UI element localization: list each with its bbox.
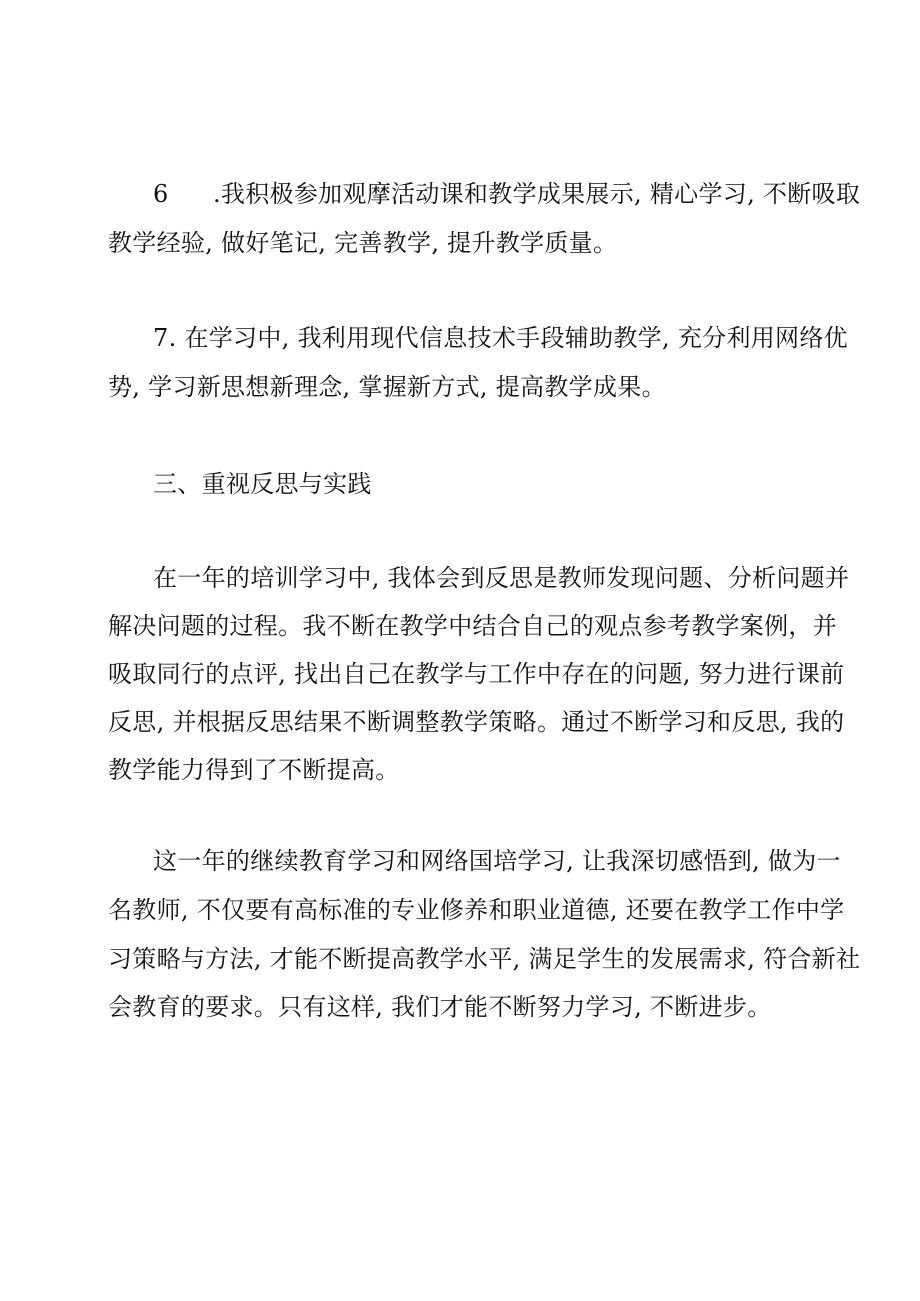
paragraph-1-line-2: 解决问题的过程。我不断在教学中结合自己的观点参考教学案例，并 [108, 612, 837, 640]
paragraph-2-line-4: 会教育的要求。只有这样, 我们才能不断努力学习, 不断进步。 [108, 993, 772, 1021]
item-6-line-2: 教学经验, 做好笔记, 完善教学, 提升教学质量。 [108, 229, 618, 257]
paragraph-1-line-3: 吸取同行的点评, 找出自己在教学与工作中存在的问题, 努力进行课前 [108, 660, 845, 688]
section-heading: 三、重视反思与实践 [153, 470, 372, 498]
item-7-line-2: 势, 学习新思想新理念, 掌握新方式, 提高教学成果。 [108, 373, 666, 401]
item-6-line-1: .我积极参加观摩活动课和教学成果展示, 精心学习, 不断吸取 [213, 180, 861, 208]
paragraph-2-line-1: 这一年的继续教育学习和网络国培学习, 让我深切感悟到, 做为一 [153, 847, 841, 875]
paragraph-2-line-2: 名教师, 不仅要有高标准的专业修养和职业道德, 还要在教学工作中学 [108, 896, 845, 924]
paragraph-1-line-5: 教学能力得到了不断提高。 [108, 756, 400, 784]
item-6-number: 6 [153, 180, 169, 208]
paragraph-1-line-4: 反思, 并根据反思结果不断调整教学策略。通过不断学习和反思, 我的 [108, 708, 845, 736]
item-7-line-1: 7. 在学习中, 我利用现代信息技术手段辅助教学, 充分利用网络优 [153, 324, 848, 352]
paragraph-1-line-1: 在一年的培训学习中, 我体会到反思是教师发现问题、分析问题并 [153, 564, 850, 592]
paragraph-2-line-3: 习策略与方法, 才能不断提高教学水平, 满足学生的发展需求, 符合新社 [108, 945, 861, 973]
